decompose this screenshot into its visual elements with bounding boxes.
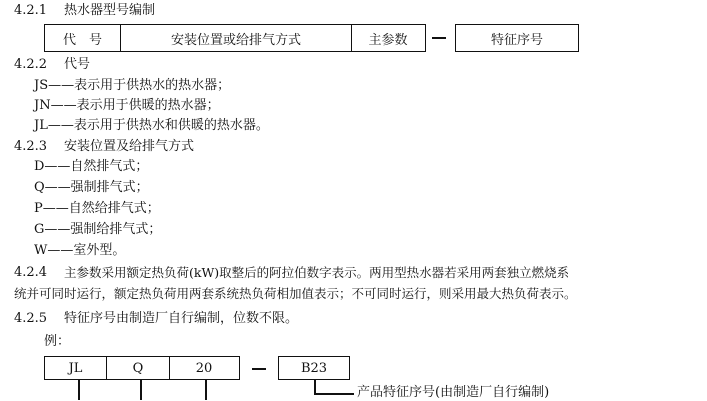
leader-line-feature: [314, 380, 316, 394]
section-number-4-2-3: 4.2.3: [14, 139, 48, 154]
main-parameter-text-line1: 主参数采用额定热负荷(kW)取整后的阿拉伯数字表示。两用型热水器若采用两套独立燃烧系: [64, 265, 570, 280]
leader-line-parameter: [205, 380, 207, 400]
section-title-4-2-1: 热水器型号编制: [64, 3, 156, 18]
leader-line-feature-horizontal: [314, 393, 354, 395]
main-parameter-text-line2: 统并可同时运行，额定热负荷用两套系统热负荷相加值表示；不可同时运行，则采用最大热负荷表示。: [14, 286, 577, 301]
example-feature-box: [278, 356, 350, 380]
example-feature-annotation: 产品特征序号(由制造厂自行编制): [357, 385, 550, 400]
section-number-4-2-5: 4.2.5: [14, 311, 48, 326]
section-number-4-2-4: 4.2.4: [14, 265, 48, 280]
section-number-4-2-2: 4.2.2: [14, 57, 48, 72]
example-parameter-cell: 20: [195, 360, 213, 376]
feature-number-text: 特征序号由制造厂自行编制，位数不限。: [64, 311, 299, 326]
example-code-cell: JL: [45, 357, 107, 379]
installation-cell: 安装位置或给排气方式: [121, 25, 352, 51]
section-title-4-2-2: 代号: [64, 57, 91, 72]
main-parameter-cell: 主参数: [368, 32, 408, 48]
leader-line-install: [140, 380, 142, 400]
code-item-js: JS——表示用于供热水的热水器；: [34, 78, 231, 93]
example-code-diagram: [44, 356, 240, 380]
leader-line-code: [78, 380, 80, 400]
code-cell: 代 号: [45, 25, 121, 51]
install-item-w: W——室外型。: [34, 243, 126, 258]
code-item-jl: JL——表示用于供热水和供暖的热水器。: [34, 118, 269, 133]
model-code-diagram: [44, 24, 426, 52]
example-dash: [252, 368, 266, 370]
example-install-cell: Q: [107, 357, 170, 379]
install-item-g: G——强制给排气式；: [34, 222, 162, 237]
install-item-d: D——自然排气式；: [34, 159, 149, 174]
diagram-dash: [432, 37, 446, 39]
example-feature-cell: B23: [300, 360, 328, 376]
code-item-jn: JN——表示用于供暖的热水器；: [34, 98, 220, 113]
install-item-p: P——自然给排气式；: [34, 201, 160, 216]
section-number-4-2-1: 4.2.1: [14, 3, 48, 18]
feature-number-box: [455, 24, 579, 52]
section-title-4-2-3: 安装位置及给排气方式: [64, 139, 195, 154]
feature-number-cell: 特征序号: [490, 32, 543, 48]
install-item-q: Q——强制排气式；: [34, 180, 149, 195]
example-label: 例：: [44, 334, 71, 349]
